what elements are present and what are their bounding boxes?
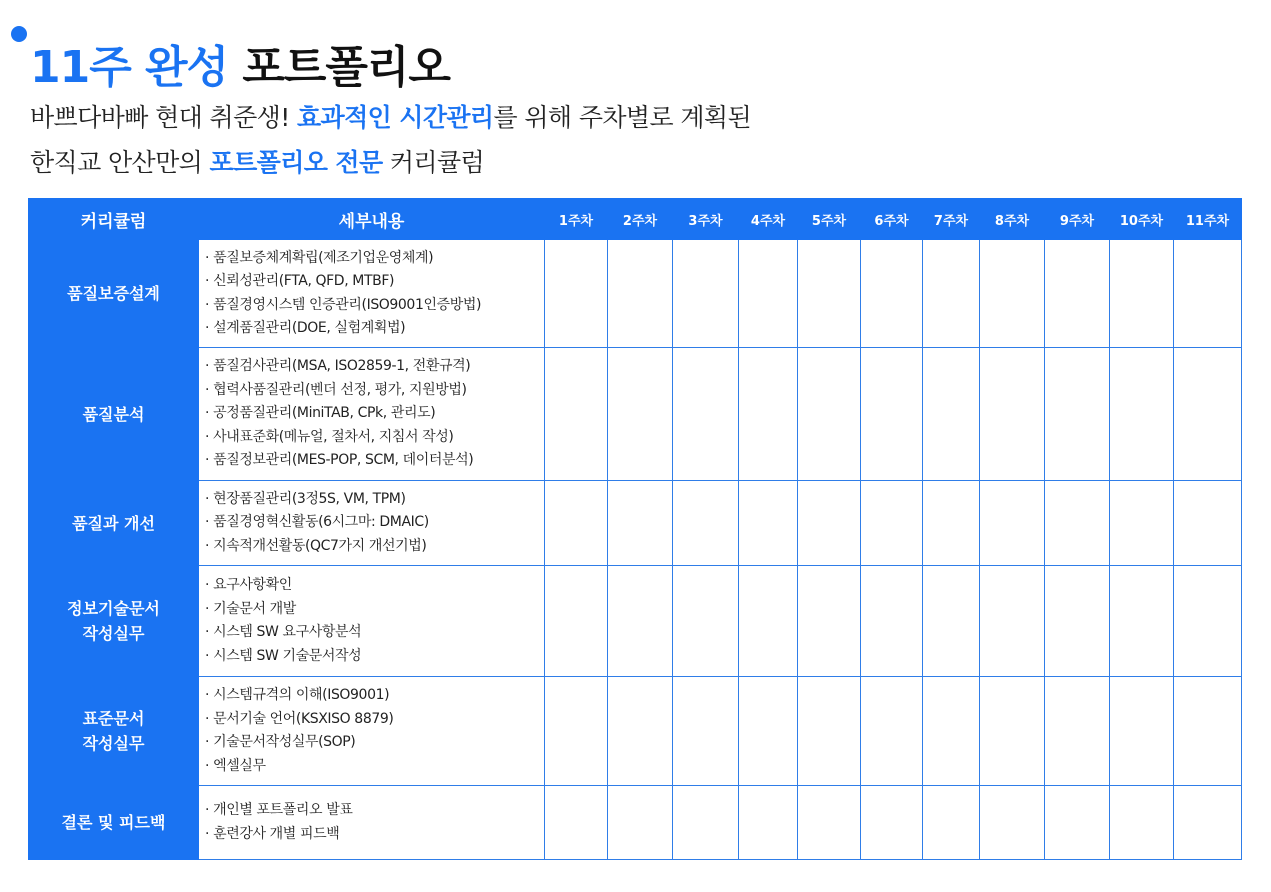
list-item: · 현장품질관리(3정5S, VM, TPM)	[205, 488, 544, 512]
curriculum-table	[28, 198, 1242, 860]
detail-list	[205, 799, 544, 846]
week-2-cell	[608, 677, 673, 786]
week-7-cell	[923, 786, 980, 860]
week-2-cell	[608, 786, 673, 860]
week-3-cell	[673, 566, 739, 677]
table-row	[29, 240, 1242, 348]
week-1-cell	[545, 348, 608, 481]
week-9-cell	[1045, 481, 1110, 566]
list-item: · 품질경영시스템 인증관리(ISO9001인증방법)	[205, 294, 544, 318]
week-9-cell	[1045, 566, 1110, 677]
week-3-cell	[673, 481, 739, 566]
category-label: 작성실무	[82, 734, 145, 753]
row-category	[29, 566, 199, 677]
subtitle-1b: 를 위해 주차별로 계획된	[493, 103, 752, 132]
week-9-cell	[1045, 677, 1110, 786]
header-week-5: 5주차	[798, 199, 861, 240]
category-label: 품질보증설계	[67, 284, 160, 303]
week-4-cell	[739, 481, 798, 566]
week-1-cell	[545, 481, 608, 566]
category-label: 표준문서	[82, 709, 145, 728]
list-item: · 품질검사관리(MSA, ISO2859-1, 전환규격)	[205, 355, 544, 379]
list-item: · 설계품질관리(DOE, 실험계획법)	[205, 317, 544, 341]
week-6-cell	[861, 348, 923, 481]
header-week-10: 10주차	[1110, 199, 1174, 240]
week-10-cell	[1110, 786, 1174, 860]
week-10-cell	[1110, 240, 1174, 348]
detail-list	[205, 684, 544, 778]
week-5-cell	[798, 677, 861, 786]
week-6-cell	[861, 677, 923, 786]
week-5-cell	[798, 348, 861, 481]
week-2-cell	[608, 240, 673, 348]
detail-list	[205, 355, 544, 473]
category-label: 품질과 개선	[72, 513, 155, 533]
week-1-cell	[545, 786, 608, 860]
week-2-cell	[608, 348, 673, 481]
week-5-cell	[798, 786, 861, 860]
list-item: · 시스템 SW 기술문서작성	[205, 645, 544, 669]
week-8-cell	[980, 240, 1045, 348]
header-week-2: 2주차	[608, 199, 673, 240]
detail-list	[205, 574, 544, 668]
week-4-cell	[739, 677, 798, 786]
week-8-cell	[980, 786, 1045, 860]
week-8-cell	[980, 566, 1045, 677]
week-8-cell	[980, 481, 1045, 566]
week-7-cell	[923, 677, 980, 786]
title-main: 포트폴리오	[242, 42, 450, 93]
row-category	[29, 786, 199, 860]
subtitle-1-highlight: 효과적인 시간관리	[296, 103, 494, 132]
subtitle-line-2	[30, 147, 484, 179]
header-week-8: 8주차	[980, 199, 1045, 240]
row-details	[199, 481, 545, 566]
week-8-cell	[980, 348, 1045, 481]
title-bullet-dot	[11, 26, 27, 42]
subtitle-1a: 바쁘다바빠 현대 취준생!	[30, 103, 297, 132]
header-details: 세부내용	[199, 199, 545, 240]
title-highlight: 11주 완성	[30, 42, 229, 93]
list-item: · 신뢰성관리(FTA, QFD, MTBF)	[205, 270, 544, 294]
list-item: · 훈련강사 개별 피드백	[205, 823, 544, 847]
week-11-cell	[1174, 677, 1242, 786]
week-11-cell	[1174, 566, 1242, 677]
row-details	[199, 348, 545, 481]
header-curriculum: 커리큘럼	[29, 199, 199, 240]
header-week-4: 4주차	[739, 199, 798, 240]
list-item: · 공정품질관리(MiniTAB, CPk, 관리도)	[205, 402, 544, 426]
week-11-cell	[1174, 240, 1242, 348]
week-10-cell	[1110, 348, 1174, 481]
subtitle-line-1	[30, 102, 751, 134]
week-3-cell	[673, 240, 739, 348]
list-item: · 협력사품질관리(벤더 선정, 평가, 지원방법)	[205, 379, 544, 403]
week-8-cell	[980, 677, 1045, 786]
week-9-cell	[1045, 240, 1110, 348]
week-4-cell	[739, 348, 798, 481]
page-title	[30, 40, 450, 96]
list-item: · 문서기술 언어(KSXISO 8879)	[205, 708, 544, 732]
list-item: · 기술문서 개발	[205, 598, 544, 622]
week-4-cell	[739, 786, 798, 860]
week-10-cell	[1110, 677, 1174, 786]
subtitle-2a: 한직교 안산만의	[30, 148, 210, 177]
detail-list	[205, 247, 544, 341]
list-item: · 개인별 포트폴리오 발표	[205, 799, 544, 823]
header-week-7: 7주차	[923, 199, 980, 240]
week-2-cell	[608, 481, 673, 566]
table-row	[29, 566, 1242, 677]
week-1-cell	[545, 240, 608, 348]
detail-list	[205, 488, 544, 559]
table-body	[29, 240, 1242, 860]
week-6-cell	[861, 240, 923, 348]
header-week-11: 11주차	[1174, 199, 1242, 240]
week-7-cell	[923, 348, 980, 481]
subtitle-2b: 커리큘럼	[382, 148, 485, 177]
row-category	[29, 481, 199, 566]
subtitle-2-highlight: 포트폴리오 전문	[209, 148, 383, 177]
week-3-cell	[673, 348, 739, 481]
list-item: · 요구사항확인	[205, 574, 544, 598]
header-week-6: 6주차	[861, 199, 923, 240]
week-5-cell	[798, 240, 861, 348]
week-6-cell	[861, 566, 923, 677]
list-item: · 품질경영혁신활동(6시그마: DMAIC)	[205, 511, 544, 535]
list-item: · 품질정보관리(MES-POP, SCM, 데이터분석)	[205, 449, 544, 473]
week-10-cell	[1110, 566, 1174, 677]
week-7-cell	[923, 240, 980, 348]
list-item: · 지속적개선활동(QC7가지 개선기법)	[205, 535, 544, 559]
week-4-cell	[739, 240, 798, 348]
table-header-row	[29, 199, 1242, 240]
week-11-cell	[1174, 348, 1242, 481]
week-6-cell	[861, 481, 923, 566]
week-9-cell	[1045, 786, 1110, 860]
header-week-9: 9주차	[1045, 199, 1110, 240]
week-5-cell	[798, 481, 861, 566]
row-category	[29, 348, 199, 481]
category-label: 품질분석	[82, 404, 145, 424]
list-item: · 시스템규격의 이해(ISO9001)	[205, 684, 544, 708]
week-3-cell	[673, 677, 739, 786]
row-details	[199, 240, 545, 348]
row-details	[199, 786, 545, 860]
row-details	[199, 677, 545, 786]
list-item: · 사내표준화(메뉴얼, 절차서, 지침서 작성)	[205, 426, 544, 450]
category-label: 결론 및 피드백	[61, 813, 166, 832]
week-1-cell	[545, 566, 608, 677]
row-category	[29, 240, 199, 348]
table-row	[29, 786, 1242, 860]
table-row	[29, 677, 1242, 786]
week-7-cell	[923, 481, 980, 566]
week-6-cell	[861, 786, 923, 860]
week-11-cell	[1174, 481, 1242, 566]
week-9-cell	[1045, 348, 1110, 481]
table-row	[29, 481, 1242, 566]
week-2-cell	[608, 566, 673, 677]
week-5-cell	[798, 566, 861, 677]
week-11-cell	[1174, 786, 1242, 860]
category-label: 정보기술문서	[67, 599, 160, 618]
header-week-3: 3주차	[673, 199, 739, 240]
list-item: · 시스템 SW 요구사항분석	[205, 621, 544, 645]
category-label: 작성실무	[82, 624, 145, 643]
row-category	[29, 677, 199, 786]
week-4-cell	[739, 566, 798, 677]
week-3-cell	[673, 786, 739, 860]
list-item: · 엑셀실무	[205, 755, 544, 779]
week-1-cell	[545, 677, 608, 786]
row-details	[199, 566, 545, 677]
table-row	[29, 348, 1242, 481]
header-week-1: 1주차	[545, 199, 608, 240]
week-10-cell	[1110, 481, 1174, 566]
list-item: · 품질보증체계확립(제조기업운영체계)	[205, 247, 544, 271]
list-item: · 기술문서작성실무(SOP)	[205, 731, 544, 755]
week-7-cell	[923, 566, 980, 677]
